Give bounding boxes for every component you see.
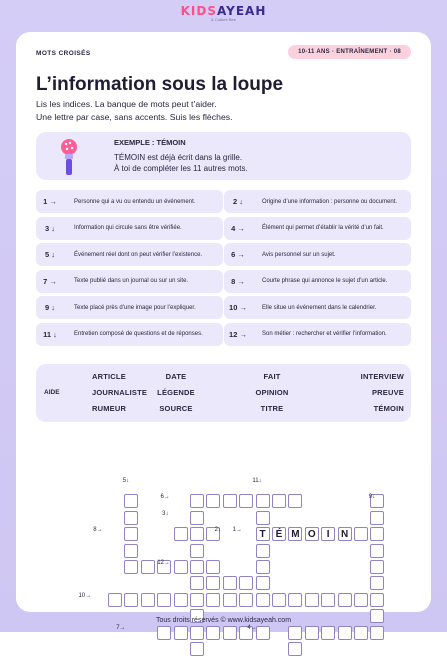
grid-cell[interactable] <box>190 511 204 525</box>
grid-cell[interactable] <box>338 626 352 640</box>
clue-text: Courte phrase qui annonce le sujet d’un article. <box>262 278 388 284</box>
clue-item <box>36 270 223 293</box>
grid-cell[interactable] <box>288 626 302 640</box>
brand-tagline: & Culture Bee <box>211 17 236 22</box>
clue-item <box>36 323 223 346</box>
grid-cell[interactable]: I <box>321 527 335 541</box>
grid-cell[interactable] <box>108 593 122 607</box>
word-bank-word: FAIT <box>263 372 281 381</box>
intro-text <box>36 98 233 124</box>
clue-number: 1 → <box>43 197 57 206</box>
grid-cell[interactable] <box>157 626 171 640</box>
grid-cell[interactable] <box>239 593 253 607</box>
clue-text: Entretien composé de questions et de réponses. <box>74 331 203 337</box>
word-bank <box>36 364 411 422</box>
grid-clue-label: 3↓ <box>162 510 169 517</box>
grid-cell[interactable] <box>239 494 253 508</box>
clue-number: 12 → <box>229 329 247 339</box>
grid-cell[interactable] <box>305 593 319 607</box>
grid-cell[interactable] <box>190 544 204 558</box>
clue-item <box>36 296 223 319</box>
word-bank-word: TÉMOIN <box>373 404 404 413</box>
level-pill: 10-11 ANS · ENTRAÎNEMENT · 08 <box>288 45 411 59</box>
grid-cell[interactable] <box>206 494 220 508</box>
word-bank-word: JOURNALISTE <box>92 388 148 397</box>
clue-item <box>224 270 411 293</box>
word-bank-word: SOURCE <box>159 404 193 413</box>
grid-cell[interactable] <box>157 593 171 607</box>
grid-cell[interactable] <box>256 494 270 508</box>
grid-cell[interactable] <box>354 626 368 640</box>
grid-cell[interactable] <box>370 576 384 590</box>
word-bank-word: INTERVIEW <box>360 372 404 381</box>
grid-cell[interactable] <box>256 576 270 590</box>
footer-copyright: Tous droits réservés © www.kidsayeah.com <box>155 617 292 624</box>
clue-item <box>224 190 411 213</box>
clue-text: Personne qui a vu ou entendu un événement. <box>74 198 196 205</box>
grid-cell[interactable] <box>190 494 204 508</box>
clue-item <box>224 296 411 319</box>
grid-cell[interactable] <box>272 494 286 508</box>
example-text <box>114 152 248 174</box>
grid-cell[interactable]: É <box>272 527 286 541</box>
grid-cell[interactable] <box>354 527 368 541</box>
example-panel <box>36 132 411 180</box>
grid-cell[interactable] <box>206 560 220 574</box>
clue-number: 9 ↓ <box>44 303 55 312</box>
word-bank-word: TITRE <box>260 404 284 413</box>
clue-number: 8 → <box>231 276 245 286</box>
grid-cell[interactable] <box>370 527 384 541</box>
example-line-2: À toi de compléter les 11 autres mots. <box>114 164 248 173</box>
brand-logo: KIDSAYEAH <box>180 4 267 18</box>
grid-cell[interactable] <box>190 527 204 541</box>
clue-text: Élément qui permet d’établir la vérité d’un fait. <box>262 225 384 231</box>
grid-clue-label: 11↓ <box>252 477 262 484</box>
grid-clue-label: 8→ <box>93 526 103 533</box>
word-bank-label: AIDE <box>44 389 60 396</box>
intro-line-1: Lis les indices. La banque de mots peut t’aider. <box>36 99 217 109</box>
grid-cell[interactable] <box>239 576 253 590</box>
grid-cell[interactable] <box>256 593 270 607</box>
grid-cell[interactable] <box>256 511 270 525</box>
clue-number: 2 ↓ <box>232 197 243 206</box>
grid-clue-label: 6→ <box>160 494 170 501</box>
grid-cell[interactable] <box>354 593 368 607</box>
grid-cell[interactable]: N <box>338 527 352 541</box>
word-bank-word: DATE <box>165 372 187 381</box>
grid-cell[interactable] <box>190 642 204 656</box>
clue-text: Avis personnel sur un sujet. <box>262 251 336 258</box>
grid-cell[interactable] <box>174 626 188 640</box>
grid-cell[interactable] <box>223 626 237 640</box>
grid-cell[interactable] <box>174 593 188 607</box>
section-label: MOTS CROISÉS <box>36 50 91 57</box>
grid-clue-label: 12→ <box>157 559 170 566</box>
page-title: L’information sous la loupe <box>36 74 284 95</box>
clue-text: Texte placé près d’une image pour l’expliquer. <box>74 304 196 311</box>
grid-cell[interactable] <box>206 593 220 607</box>
microphone-icon <box>54 137 84 177</box>
grid-cell[interactable] <box>370 560 384 574</box>
example-heading: EXEMPLE : TÉMOIN <box>114 138 186 147</box>
grid-cell[interactable] <box>124 527 138 541</box>
intro-line-2: Une lettre par case, sans accents. Suis les flèches. <box>36 112 233 122</box>
grid-cell[interactable] <box>124 511 138 525</box>
clue-number: 10 → <box>229 303 247 312</box>
grid-cell[interactable] <box>321 593 335 607</box>
grid-cell[interactable]: T <box>256 527 270 541</box>
clue-item <box>224 243 411 266</box>
grid-cell[interactable] <box>223 494 237 508</box>
grid-cell[interactable] <box>206 626 220 640</box>
clue-text: Texte publié dans un journal ou sur un site. <box>74 278 189 284</box>
grid-cell[interactable] <box>305 626 319 640</box>
grid-cell[interactable] <box>321 626 335 640</box>
clue-text: Information qui circule sans être vérifiée. <box>74 225 182 231</box>
clue-number: 11 ↓ <box>43 329 57 339</box>
grid-cell[interactable] <box>370 626 384 640</box>
grid-clue-label: 7→ <box>116 625 126 632</box>
grid-cell[interactable] <box>190 560 204 574</box>
grid-cell[interactable] <box>223 576 237 590</box>
grid-cell[interactable] <box>141 560 155 574</box>
grid-cell[interactable] <box>288 593 302 607</box>
grid-cell[interactable] <box>256 544 270 558</box>
clue-item <box>36 190 223 213</box>
clue-number: 5 ↓ <box>44 250 55 259</box>
grid-cell[interactable] <box>256 626 270 640</box>
clue-number: 6 → <box>231 250 245 259</box>
grid-clue-label: 5↓ <box>122 477 130 484</box>
clue-item <box>36 217 223 240</box>
grid-cell[interactable] <box>370 544 384 558</box>
grid-cell[interactable] <box>124 593 138 607</box>
clue-number: 3 ↓ <box>44 223 55 233</box>
grid-cell[interactable] <box>206 576 220 590</box>
word-bank-word: ARTICLE <box>92 372 126 381</box>
grid-cell[interactable] <box>190 593 204 607</box>
clue-text: Événement réel dont on peut vérifier l’existence. <box>74 251 203 258</box>
grid-clue-label: 2↓ <box>214 526 221 533</box>
grid-cell[interactable] <box>370 511 384 525</box>
clue-number: 4 → <box>231 223 245 233</box>
clue-text: Son métier : rechercher et vérifier l’information. <box>262 331 387 337</box>
grid-cell[interactable]: O <box>305 527 319 541</box>
clue-number: 7 → <box>43 276 57 286</box>
grid-cell[interactable] <box>124 560 138 574</box>
grid-cell[interactable] <box>124 544 138 558</box>
grid-cell[interactable] <box>370 593 384 607</box>
word-bank-word: LÉGENDE <box>157 388 195 397</box>
grid-cell[interactable] <box>288 494 302 508</box>
grid-cell[interactable] <box>256 560 270 574</box>
example-line-1: TÉMOIN est déjà écrit dans la grille. <box>114 153 243 162</box>
grid-cell[interactable]: M <box>288 527 302 541</box>
grid-cell[interactable] <box>141 593 155 607</box>
grid-cell[interactable] <box>190 626 204 640</box>
grid-clue-label: 1→ <box>232 526 242 533</box>
clue-item <box>36 243 223 266</box>
grid-clue-label: 4→ <box>247 625 257 632</box>
grid-cell[interactable] <box>190 576 204 590</box>
clue-text: Origine d’une information : personne ou document. <box>262 198 398 205</box>
grid-cell[interactable] <box>288 642 302 656</box>
grid-cell[interactable] <box>124 494 138 508</box>
grid-cell[interactable] <box>174 527 188 541</box>
clue-item <box>224 323 411 346</box>
grid-clue-label: 9↓ <box>368 494 376 501</box>
word-bank-word: PREUVE <box>371 388 404 397</box>
clue-item <box>224 217 411 240</box>
word-bank-word: OPINION <box>255 388 289 397</box>
grid-cell[interactable] <box>338 593 352 607</box>
word-bank-word: RUMEUR <box>92 404 127 413</box>
grid-clue-label: 10→ <box>78 592 92 599</box>
grid-cell[interactable] <box>272 593 286 607</box>
clue-text: Elle situe un événement dans le calendrier. <box>262 304 377 311</box>
grid-cell[interactable] <box>223 593 237 607</box>
grid-cell[interactable] <box>174 560 188 574</box>
